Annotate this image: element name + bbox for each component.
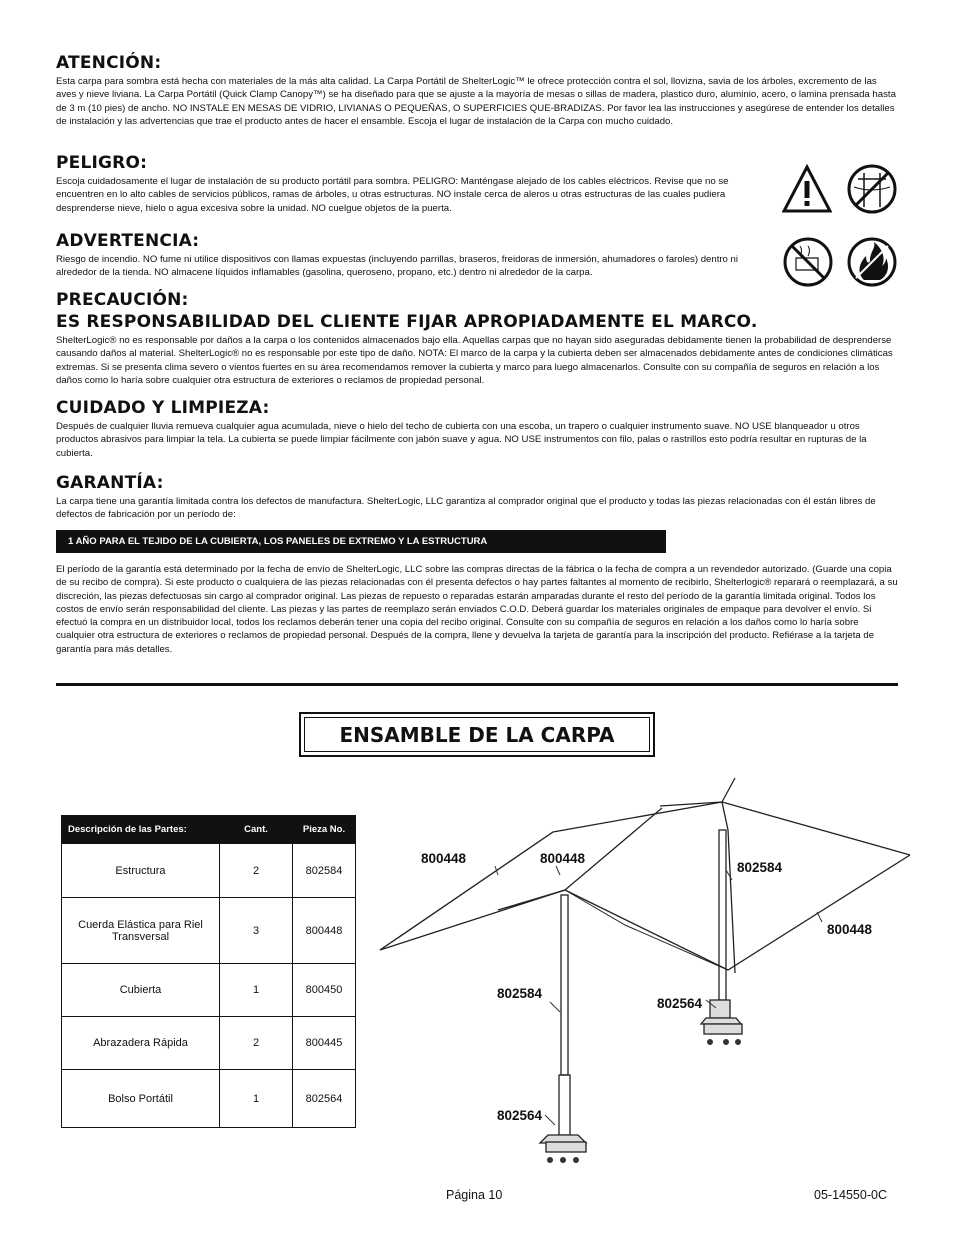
warning-icon <box>782 164 832 214</box>
part-qty: 3 <box>220 898 293 964</box>
garantia-heading: GARANTÍA: <box>56 473 164 493</box>
col-part-no: Pieza No. <box>293 816 356 844</box>
part-number: 800445 <box>293 1017 356 1070</box>
precaucion-section <box>56 290 898 387</box>
atencion-section <box>56 53 898 128</box>
part-number: 800450 <box>293 964 356 1017</box>
front-pole <box>561 895 568 1075</box>
peligro-heading: PELIGRO: <box>56 153 148 173</box>
atencion-heading: ATENCIÓN: <box>56 53 162 73</box>
frame-rail <box>380 890 565 950</box>
assembly-title: ENSAMBLE DE LA CARPA <box>304 717 650 752</box>
precaucion-heading: PRECAUCIÓN: <box>56 290 189 310</box>
table-row <box>62 898 356 964</box>
label-800448-a: 800448 <box>421 851 467 866</box>
back-clamp <box>710 1000 730 1018</box>
garantia-text2: El período de la garantía está determinado por la fecha de envío de ShelterLogic, LLC sobre las compras directas de la fábrica o la fecha de compra a un revendedor autorizado. (Guarde una copia de su recibo de compra). Si este producto o cualquiera de las piezas relacionadas con él presenta defectos o hay partes faltantes al momento de recibirlo, Shelterlogic® reparará o reemplazará, a su discreción, las piezas defectuosas sin cargo al comprador original. Las piezas de repuesto o reparadas estarán amparadas durante el resto del período de la garantía limitada original. Todos los costos de envío serán responsabilidad del cliente. Las piezas y las partes de reemplazo serán enviados C.O.D. Deberá guardar los materiales originales de empaque para devolver el envío. Si efectuó la compra en un distribuidor local, todos los reclamos deberán tener una copia del recibo original. Consulte con su compañía de seguros en relación a los daños como lo haría sobre cualquier otra estructura de exteriores o reclamos de propiedad personal. Después de la compra, llene y devuelva la tarjeta de garantía para la inscripción del producto. Refiérase a la tarjeta de garantía para más detalles. <box>56 564 898 655</box>
part-description: Bolso Portátil <box>62 1070 220 1128</box>
part-description: Abrazadera Rápida <box>62 1017 220 1070</box>
label-800448-d: 800448 <box>827 922 873 937</box>
garantia-details <box>56 561 898 656</box>
cuidado-heading: CUIDADO Y LIMPIEZA: <box>56 398 270 418</box>
label-802584-e: 802584 <box>497 986 543 1001</box>
part-number: 802584 <box>293 844 356 898</box>
canopy-frame-diagram <box>370 770 920 1170</box>
advertencia-section <box>56 231 756 280</box>
precaucion-subheading: ES RESPONSABILIDAD DEL CLIENTE FIJAR APROPIADAMENTE EL MARCO. <box>56 312 758 332</box>
no-smoking-grill-icon <box>782 236 832 286</box>
front-pole-base <box>559 1075 570 1135</box>
part-qty: 2 <box>220 1017 293 1070</box>
garantia-section <box>56 473 898 522</box>
no-fire-icon <box>846 236 896 286</box>
advertencia-text: Riesgo de incendio. NO fume ni utilice dispositivos con llamas expuestas (incluyendo parrillas, braseros, freidoras de inmersión, ahumadores o faroles) dentro ni alrededor de la tienda. NO almacene líquidos inflamables (gasolina, queroseno, propano, etc.) dentro ni alrededor de la carpa. <box>56 254 739 279</box>
parts-table-header <box>62 816 356 844</box>
warranty-banner: 1 AÑO PARA EL TEJIDO DE LA CUBIERTA, LOS PANELES DE EXTREMO Y LA ESTRUCTURA <box>56 530 666 553</box>
label-802564-g: 802564 <box>497 1108 543 1123</box>
section-divider <box>56 683 898 686</box>
assembly-title-box <box>299 712 655 757</box>
part-qty: 2 <box>220 844 293 898</box>
page-number: Página 10 <box>446 1188 503 1202</box>
frame-rail <box>722 802 735 973</box>
table-row <box>62 844 356 898</box>
cuidado-text: Después de cualquier lluvia remueva cualquier agua acumulada, nieve o hielo del techo de cubierta con una escoba, un trapero o cualquier instrumento suave. NO USE blanqueador u otros productos abrasivos para limpiar la tela. La cubierta se puede limpiar fácilmente con jabón suave y agua. NO USE instrumentos con filo, palas o rastrillos esto podría resultar en rupturas de la cubierta. <box>56 421 867 459</box>
part-description: Cuerda Elástica para Riel Transversal <box>62 898 220 964</box>
part-number: 802564 <box>293 1070 356 1128</box>
no-power-lines-icon <box>846 163 896 213</box>
part-number: 800448 <box>293 898 356 964</box>
col-qty: Cant. <box>220 816 293 844</box>
peligro-section <box>56 153 756 215</box>
frame-rail <box>380 802 722 950</box>
part-qty: 1 <box>220 964 293 1017</box>
frame-rail <box>565 808 662 890</box>
advertencia-heading: ADVERTENCIA: <box>56 231 200 251</box>
part-description: Estructura <box>62 844 220 898</box>
back-pole <box>719 830 726 1000</box>
cuidado-section <box>56 398 898 460</box>
label-802564-f: 802564 <box>657 996 703 1011</box>
frame-rail <box>722 778 735 802</box>
precaucion-text: ShelterLogic® no es responsable por daños a la carpa o los contenidos almacenados bajo ella. Aquellas carpas que no hayan sido aseguradas debidamente tienen la probabilidad de desprenderse causando daños al material. ShelterLogic® no es responsable por este tipo de daño. NOTA: El marco de la carpa y la cubierta deben ser almacenados debidamente antes de condiciones climáticas extremas. Si se presenta clima severo o vientos fuertes en su área recomendamos remover la cubierta y marco para luego almacenarlos. Consulte con su compañía de seguros en relación a los daños como lo haría sobre cualquier otra estructura de exteriores o reclamos de propiedad personal. <box>56 335 893 386</box>
atencion-text: Esta carpa para sombra está hecha con materiales de la más alta calidad. La Carpa Portátil de ShelterLogic™ le ofrece protección contra el sol, llovizna, savia de los árboles, excremento de las aves y nieve liviana. La Carpa Portátil (Quick Clamp Canopy™) se ha diseñado para que se ajuste a la mayoría de mesas o sillas de madera, plastico duro, aluminio, acero, o lamina prensada hasta de 3 m (10 pies) de ancho. NO INSTALE EN MESAS DE VIDRIO, LIVIANAS O PEQUEÑAS, O SUPERFICIES QUE-BRADIZAS. Por favor lea las instrucciones y asegúrese de entender los detalles de instalación y las advertencias que trae el producto antes de hacer el ensamble. Escoja el lugar de instalación de la Carpa con mucho cuidado. <box>56 76 896 127</box>
label-802584-c: 802584 <box>737 860 783 875</box>
frame-rail <box>722 802 910 855</box>
doc-number: 05-14550-0C <box>814 1188 887 1202</box>
col-description: Descripción de las Partes: <box>62 816 220 844</box>
peligro-text: Escoja cuidadosamente el lugar de instalación de su producto portátil para sombra. PELIGRO: Manténgase alejado de los cables eléctricos. Revise que no se encuentren en lo alto cables de servicios públicos, ramas de árboles, u otras estructuras. NO instale cerca de aleros u otras estructuras de las cuales pudiera desprenderse nieve, hielo o agua excesiva sobre la unidad. NO cuelgue objetos de la puerta. <box>56 176 729 214</box>
part-qty: 1 <box>220 1070 293 1128</box>
table-row <box>62 964 356 1017</box>
garantia-text: La carpa tiene una garantía limitada contra los defectos de manufactura. ShelterLogic, LLC garantiza al comprador original que el producto y todas las piezas relacionadas con él están libres de defectos de fabricación por un período de: <box>56 496 876 521</box>
parts-table <box>61 815 356 1128</box>
label-800448-b: 800448 <box>540 851 586 866</box>
part-description: Cubierta <box>62 964 220 1017</box>
table-row <box>62 1070 356 1128</box>
table-row <box>62 1017 356 1070</box>
